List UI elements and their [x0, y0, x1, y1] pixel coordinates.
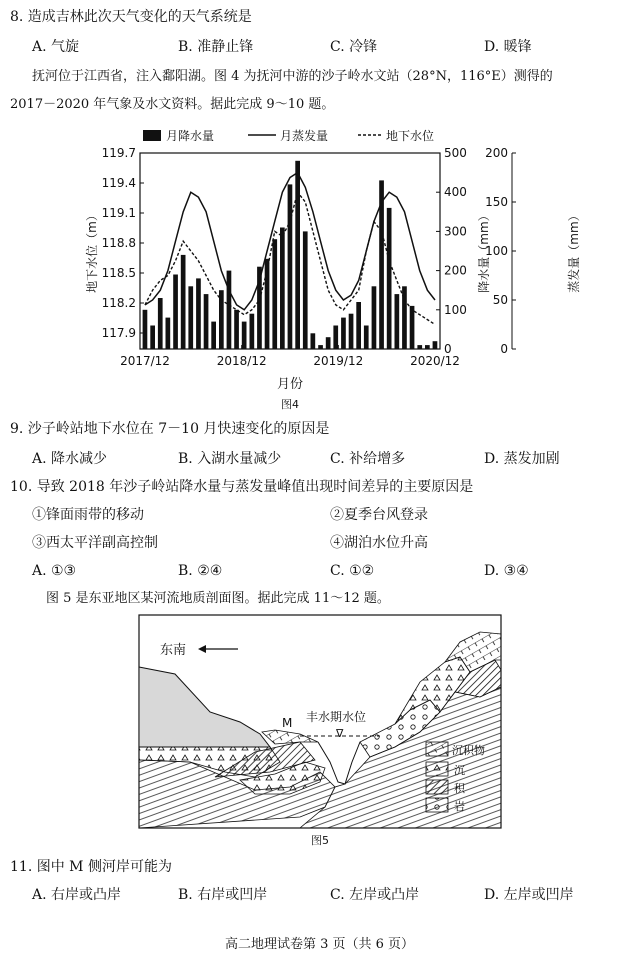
y3-tick-label-0: 200 — [485, 146, 508, 160]
y3-tick-label-3: 50 — [492, 293, 508, 307]
q10-option-a[interactable]: A. ①③ — [32, 563, 77, 579]
q9-option-a[interactable]: A. 降水减少 — [32, 451, 108, 467]
precip-bar-2 — [158, 298, 163, 349]
precip-bar-1 — [150, 326, 155, 350]
direction-label: 东南 — [160, 643, 187, 658]
y2-tick-label-5: 0 — [444, 342, 452, 356]
precip-bar-6 — [188, 286, 193, 349]
precip-bar-16 — [265, 259, 270, 349]
passage1-line1: 抚河位于江西省，注入鄱阳湖。图 4 为抚河中游的沙子岭水文站（28°N，116°E）测得的 — [32, 69, 553, 84]
precip-bar-28 — [356, 302, 361, 349]
precip-bar-20 — [295, 161, 300, 349]
precip-bar-19 — [288, 184, 293, 349]
passage2-line1: 图 5 是东亚地区某河流地质剖面图。据此完成 11～12 题。 — [46, 591, 390, 606]
precip-bar-14 — [250, 314, 255, 349]
y-tick-label-1: 119.4 — [101, 176, 136, 190]
x-axis-label: 月份 — [276, 377, 304, 392]
y3-tick-label-1: 150 — [485, 195, 508, 209]
y-tick-label-5: 118.2 — [101, 296, 136, 310]
precip-bar-29 — [364, 326, 369, 350]
legend-circle-swatch — [426, 798, 448, 812]
q8-stem: 8. 造成吉林此次天气变化的天气系统是 — [10, 9, 252, 25]
legend-rock-char-1: 沉 — [454, 764, 465, 777]
y2-tick-label-3: 200 — [444, 263, 467, 278]
x-tick-label-1: 2018/12 — [216, 354, 267, 368]
q11-option-d[interactable]: D. 左岸或凹岸 — [484, 887, 574, 903]
y2-tick-label-1: 400 — [444, 185, 467, 200]
water-symbol: ∇ — [336, 727, 344, 740]
y3-tick-label-2: 100 — [485, 244, 508, 258]
q10-option-b[interactable]: B. ②④ — [178, 563, 223, 579]
q11-option-b[interactable]: B. 右岸或凹岸 — [178, 887, 268, 903]
q8-option-d[interactable]: D. 暖锋 — [484, 39, 532, 55]
q8-option-a[interactable]: A. 气旋 — [32, 39, 80, 55]
figure5-diagram — [0, 612, 639, 852]
precip-bar-3 — [166, 318, 171, 349]
q11-stem: 11. 图中 M 侧河岸可能为 — [10, 859, 172, 875]
precip-bar-25 — [333, 326, 338, 350]
legend-rock-char-3: 岩 — [454, 800, 465, 813]
water-level-label: 丰水期水位 — [306, 710, 367, 724]
legend-sediment-label: 沉积物 — [452, 744, 485, 757]
precip-bar-17 — [272, 239, 277, 349]
precip-bar-22 — [311, 333, 316, 349]
page-footer: 高二地理试卷第 3 页（共 6 页） — [224, 937, 415, 952]
legend-hatch-swatch — [426, 780, 448, 794]
legend-precip-label: 月降水量 — [166, 129, 215, 143]
q9-option-b[interactable]: B. 入湖水量减少 — [178, 451, 282, 467]
precip-bar-30 — [372, 286, 377, 349]
y2-axis-label: 降水量（mm） — [477, 209, 491, 293]
point-m-label: M — [282, 716, 293, 730]
q11-option-a[interactable]: A. 右岸或凸岸 — [32, 887, 122, 903]
q8-option-b[interactable]: B. 准静止锋 — [178, 39, 254, 55]
q10-option-d[interactable]: D. ③④ — [484, 563, 529, 579]
q9-option-d[interactable]: D. 蒸发加剧 — [484, 451, 560, 467]
precip-bar-23 — [318, 345, 323, 349]
precip-bar-7 — [196, 278, 201, 349]
precip-bar-36 — [417, 345, 422, 349]
y-tick-label-2: 119.1 — [101, 206, 136, 220]
y-tick-label-3: 118.8 — [101, 236, 136, 250]
precip-bar-0 — [143, 310, 148, 349]
y-tick-label-6: 117.9 — [101, 326, 136, 340]
legend-rock-char-2: 积 — [454, 782, 465, 795]
precip-bar-35 — [410, 306, 415, 349]
q10-choice-1: ①锋面雨带的移动 — [32, 507, 144, 523]
precip-bar-26 — [341, 318, 346, 349]
y3-tick-label-4: 0 — [500, 342, 508, 356]
precip-bar-24 — [326, 337, 331, 349]
precip-bar-27 — [349, 314, 354, 349]
legend-gw-label: 地下水位 — [386, 129, 435, 143]
x-tick-label-2: 2019/12 — [313, 354, 364, 368]
precip-bar-11 — [227, 271, 232, 349]
precip-bar-9 — [211, 322, 216, 349]
y2-tick-label-0: 500 — [444, 146, 467, 160]
q9-stem: 9. 沙子岭站地下水位在 7－10 月快速变化的原因是 — [10, 421, 330, 437]
legend-precip-swatch — [143, 130, 161, 141]
precip-bar-8 — [204, 294, 209, 349]
precip-bar-13 — [242, 322, 247, 349]
passage1-line2: 2017－2020 年气象及水文资料。据此完成 9～10 题。 — [10, 97, 335, 112]
figure4-chart — [0, 120, 639, 412]
legend-evap-label: 月蒸发量 — [280, 129, 329, 143]
precip-bar-33 — [395, 294, 400, 349]
y2-tick-label-4: 100 — [444, 302, 467, 317]
q8-option-c[interactable]: C. 冷锋 — [330, 39, 378, 55]
q10-option-c[interactable]: C. ①② — [330, 563, 375, 579]
y-tick-label-0: 119.7 — [101, 146, 136, 160]
q10-stem: 10. 导致 2018 年沙子岭站降水量与蒸发量峰值出现时间差异的主要原因是 — [10, 479, 474, 495]
x-tick-label-0: 2017/12 — [120, 354, 170, 368]
y2-tick-label-2: 300 — [444, 224, 467, 239]
legend-sediment-swatch — [426, 742, 448, 756]
precip-bar-12 — [234, 310, 239, 349]
precip-bar-18 — [280, 228, 285, 350]
y3-axis-label: 蒸发量（mm） — [567, 209, 581, 293]
legend-triangle-swatch — [426, 762, 448, 776]
q9-option-c[interactable]: C. 补给增多 — [330, 451, 406, 467]
precip-bar-32 — [387, 208, 392, 349]
q10-choice-3: ③西太平洋副高控制 — [32, 535, 158, 551]
q10-choice-4: ④湖泊水位升高 — [330, 535, 428, 551]
x-tick-label-3: 2020/12 — [410, 354, 460, 368]
q10-choice-2: ②夏季台风登录 — [330, 507, 428, 523]
precip-bar-21 — [303, 231, 308, 349]
precip-bar-5 — [181, 255, 186, 349]
q11-option-c[interactable]: C. 左岸或凸岸 — [330, 887, 420, 903]
y-tick-label-4: 118.5 — [101, 266, 136, 280]
figure5-caption: 图5 — [311, 834, 329, 847]
precip-bar-37 — [425, 345, 430, 349]
precip-bar-4 — [173, 275, 178, 350]
figure4-caption: 图4 — [281, 398, 299, 411]
y-axis-label: 地下水位（m） — [85, 209, 99, 293]
